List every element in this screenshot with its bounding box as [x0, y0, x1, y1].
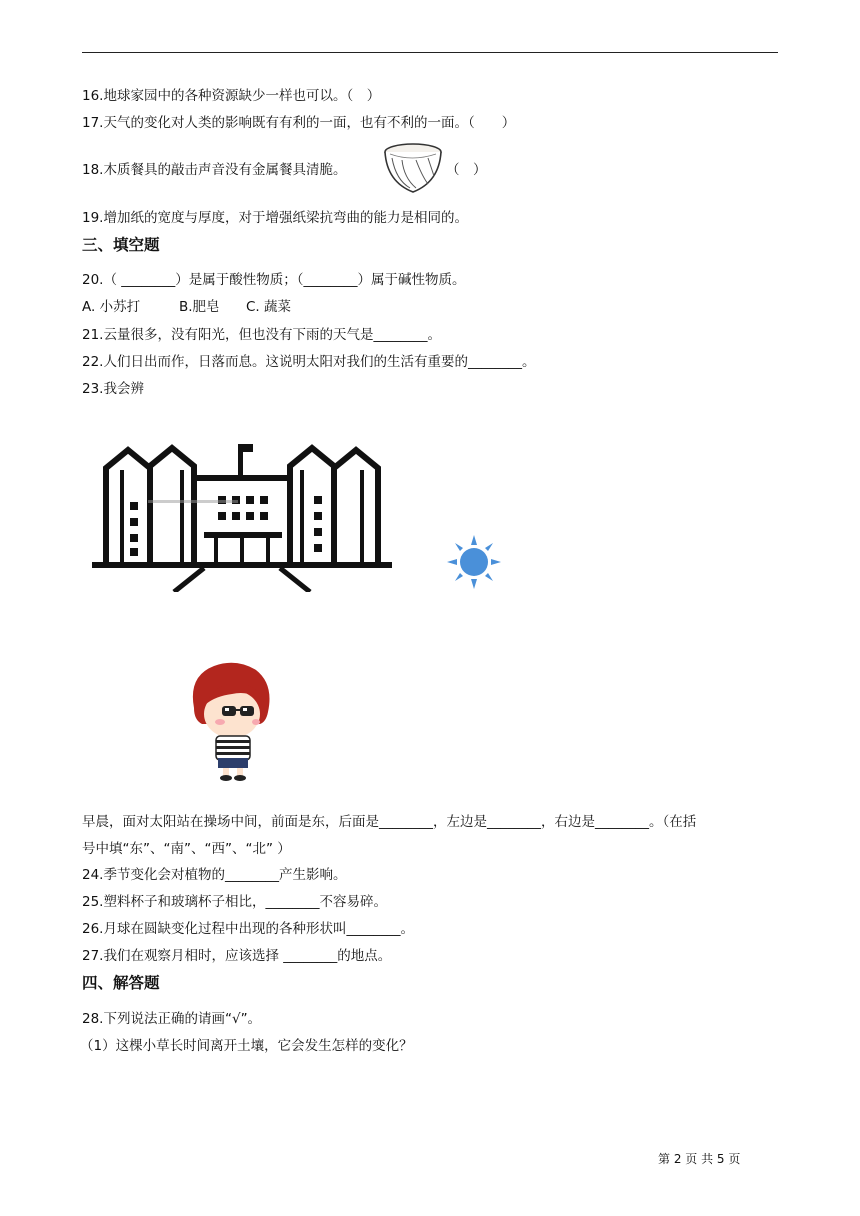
- question-23-text-1: 早晨，面对太阳站在操场中间，前面是东，后面是________，左边是________，右边是________。（在括: [82, 814, 697, 830]
- header-rule: [82, 52, 778, 53]
- question-28: 28.下列说法正确的请画“√”。: [82, 1011, 262, 1027]
- option-c: C. 蔬菜: [246, 299, 292, 315]
- sun-icon: [445, 533, 503, 591]
- question-27: 27.我们在观察月相时，应该选择 ________的地点。: [82, 948, 392, 964]
- question-19: 19.增加纸的宽度与厚度，对于增强纸梁抗弯曲的能力是相同的。: [82, 210, 468, 226]
- section-3-title: 三、填空题: [82, 236, 160, 254]
- question-16: 16.地球家园中的各种资源缺少一样也可以。（ ）: [82, 88, 381, 104]
- question-21: 21.云量很多，没有阳光，但也没有下雨的天气是________。: [82, 327, 441, 343]
- section-4-title: 四、解答题: [82, 974, 160, 992]
- question-24: 24.季节变化会对植物的________产生影响。: [82, 867, 347, 883]
- question-20-options: [82, 298, 291, 316]
- question-23-text-2: 号中填“东”、“南”、“西”、“北” ）: [82, 841, 291, 857]
- cartoon-kid-icon: [186, 658, 276, 782]
- question-25: 25.塑料杯子和玻璃杯子相比，________不容易碎。: [82, 894, 387, 910]
- question-22: 22.人们日出而作，日落而息。这说明太阳对我们的生活有重要的________。: [82, 354, 536, 370]
- question-18-text: 18.木质餐具的敲击声音没有金属餐具清脆。: [82, 162, 347, 178]
- question-20: 20.（ ________）是属于酸性物质；（________）属于碱性物质。: [82, 272, 466, 288]
- question-17: 17.天气的变化对人类的影响既有有利的一面，也有不利的一面。（ ）: [82, 115, 516, 131]
- option-a: A. 小苏打: [82, 299, 141, 315]
- question-26: 26.月球在圆缺变化过程中出现的各种形状叫________。: [82, 921, 414, 937]
- question-18-paren: （ ）: [446, 162, 487, 178]
- option-b: B.肥皂: [179, 299, 220, 315]
- question-23: 23.我会辨: [82, 381, 144, 397]
- page-footer: 第 2 页 共 5 页: [658, 1152, 741, 1166]
- school-building-icon: [92, 440, 392, 592]
- question-28-1: （1）这棵小草长时间离开土壤，它会发生怎样的变化？: [80, 1038, 413, 1054]
- question-18: [82, 161, 346, 179]
- wooden-bowl-icon: [382, 142, 444, 196]
